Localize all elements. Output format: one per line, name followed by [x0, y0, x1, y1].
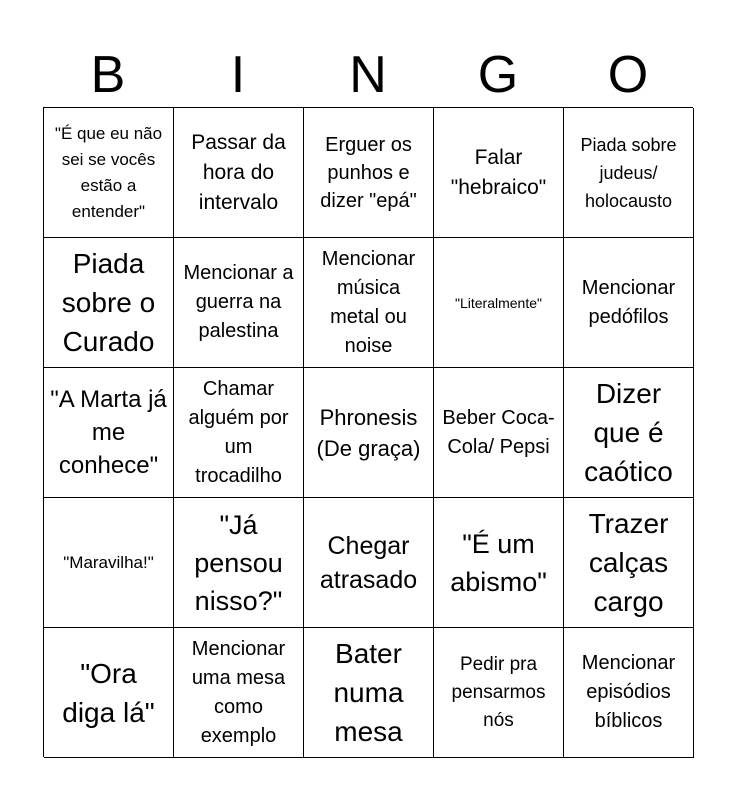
bingo-cell-r3-c2[interactable] [174, 368, 304, 498]
bingo-cell-r4-c2[interactable] [174, 498, 304, 628]
cell-text: Dizer que é caótico [584, 378, 673, 487]
header-letter-g: G [477, 46, 519, 104]
bingo-cell-r4-c3[interactable] [304, 498, 434, 628]
bingo-cell-r2-c2[interactable] [174, 238, 304, 368]
bingo-cell-r2-c4[interactable] [434, 238, 564, 368]
cell-text: "Já pensou nisso?" [194, 509, 283, 616]
cell-text: Piada sobre judeus/ holocausto [580, 134, 677, 211]
bingo-cell-r4-c5[interactable] [564, 498, 694, 628]
header-letter-i: I [230, 46, 246, 104]
cell-text: Phronesis (De graça) [316, 404, 421, 461]
bingo-cell-r4-c1[interactable] [44, 498, 174, 628]
bingo-cell-r5-c3[interactable] [304, 628, 434, 758]
cell-text: Beber Coca-Cola/ Pepsi [442, 406, 555, 458]
bingo-header [43, 44, 693, 106]
cell-text: Falar "hebraico" [450, 145, 547, 199]
bingo-cell-r1-c3[interactable] [304, 108, 434, 238]
cell-text: Mencionar a guerra na palestina [183, 262, 294, 342]
bingo-cell-r3-c1[interactable] [44, 368, 174, 498]
cell-text: Chamar alguém por um trocadilho [188, 377, 289, 487]
bingo-cell-r5-c2[interactable] [174, 628, 304, 758]
bingo-cell-r2-c5[interactable] [564, 238, 694, 368]
bingo-cell-r1-c1[interactable] [44, 108, 174, 238]
bingo-cell-r1-c4[interactable] [434, 108, 564, 238]
header-letter-b: B [90, 46, 126, 104]
cell-text: Piada sobre o Curado [61, 248, 156, 357]
bingo-cell-r1-c2[interactable] [174, 108, 304, 238]
bingo-cell-r3-c5[interactable] [564, 368, 694, 498]
cell-text: Pedir pra pensarmos nós [451, 653, 546, 731]
bingo-cell-r5-c5[interactable] [564, 628, 694, 758]
cell-text: Passar da hora do intervalo [191, 130, 286, 214]
bingo-cell-r2-c1[interactable] [44, 238, 174, 368]
header-letter-o: O [607, 46, 649, 104]
cell-text: "É um abismo" [450, 528, 547, 597]
bingo-cell-r1-c5[interactable] [564, 108, 694, 238]
bingo-cell-r3-c3[interactable] [304, 368, 434, 498]
cell-text: Chegar atrasado [319, 531, 418, 594]
header-letter-n: N [349, 46, 387, 104]
cell-text: "Maravilha!" [63, 552, 154, 572]
bingo-cell-r2-c3[interactable] [304, 238, 434, 368]
cell-text: "Ora diga lá" [62, 657, 155, 728]
cell-text: Erguer os punhos e dizer "epá" [320, 133, 417, 212]
bingo-cell-r3-c4[interactable] [434, 368, 564, 498]
cell-text: Mencionar uma mesa como exemplo [191, 637, 286, 747]
cell-text: "A Marta já me conhece" [50, 386, 167, 479]
bingo-cell-r5-c4[interactable] [434, 628, 564, 758]
cell-text: "É que eu não sei se vocês estão a entender" [54, 123, 163, 221]
cell-text: "Literalmente" [455, 294, 542, 311]
cell-text: Mencionar música metal ou noise [321, 247, 416, 357]
cell-text: Mencionar episódios bíblicos [581, 652, 676, 732]
cell-text: Trazer calças cargo [588, 508, 669, 617]
cell-text: Mencionar pedófilos [581, 276, 676, 328]
cell-text: Bater numa mesa [333, 638, 404, 747]
bingo-board [43, 107, 693, 757]
bingo-cell-r5-c1[interactable] [44, 628, 174, 758]
bingo-cell-r4-c4[interactable] [434, 498, 564, 628]
